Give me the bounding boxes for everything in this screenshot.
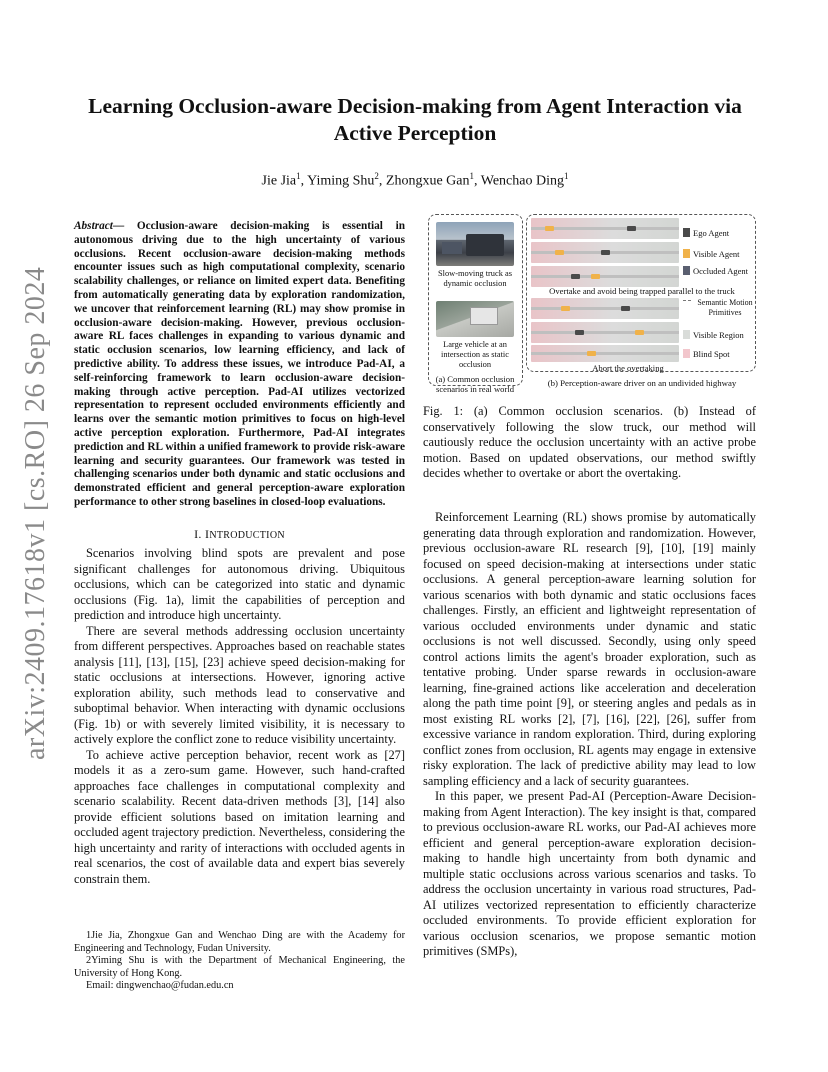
author-name: Wenchao Ding (480, 173, 564, 189)
legend-swatch-smp (683, 300, 691, 304)
figure-caption: Fig. 1: (a) Common occlusion scenarios. (b) Instead of conservatively following the slow truck, our method will cautiously reduce the occlusion uncertainty with an active probe motion. Based on updated observations, our method swiftly decides whether to overtake or abort the overtaking. (423, 404, 756, 480)
footnote: 2Yiming Shu is with the Department of Mechanical Engineering, the University of Hong Kong. (74, 955, 405, 979)
legend-occluded: Occluded Agent (693, 266, 748, 276)
label-abort: Abort the overtaking (592, 363, 664, 373)
truck-photo (436, 222, 514, 266)
footnote: 1Jie Jia, Zhongxue Gan and Wenchao Ding are with the Academy for Engineering and Technology, Fudan University. (74, 930, 405, 954)
legend-swatch-visible-region (683, 330, 690, 339)
paragraph: To achieve active perception behavior, recent work as [27] models it as a zero-sum game. However, such hand-crafted approaches face challenges in computational complexity and scenario scalability. Recent data-driven methods [3], [14] also provide efficient solutions based on imitation learning and occluded agent trajectory prediction. Nevertheless, considering the high uncertainty and rarity of interactions with occluded agents in real scenarios, the cost of available data and expert bias severely constrain them. (74, 747, 405, 886)
author-affiliation: 1 (469, 171, 474, 181)
paper-title: Learning Occlusion-aware Decision-making from Agent Interaction via Active Perception (88, 94, 742, 145)
legend-blind-spot: Blind Spot (693, 349, 730, 359)
author-name: Yiming Shu (307, 173, 375, 189)
legend-swatch-blind-spot (683, 349, 690, 358)
label-overtake: Overtake and avoid being trapped parallel to the truck (549, 286, 735, 296)
section-number: I. (194, 527, 202, 541)
abstract (74, 220, 405, 510)
scene-frame (531, 345, 679, 362)
intersection-photo (436, 301, 514, 337)
figure-1 (423, 212, 757, 398)
author-name: Jie Jia (261, 173, 297, 189)
author-affiliation: 1 (296, 171, 301, 181)
paragraph: Reinforcement Learning (RL) shows promise by automatically generating data through exploration and randomization. However, previous occlusion-aware RL research [9], [10], [19] mainly focused on speed decision-making at intersections under static occlusions. A general perception-aware learning solution for various scenarios with both dynamic and static occlusions faces challenges. Firstly, an efficient and lightweight representation of various occluded environments under dynamic and static occlusions is not well discussed. Secondly, using only speed control actions limits the agent's broader exploration, such as tentative probing. Under sparse rewards in occlusion-aware learning, fine-grained actions like acceleration and deceleration along the path time point [9], or steering angles and pedals as in most existing RL works [2], [7], [16], [22], [26], suffer from excessive variance in random exploration. Third, during exploring conflict zones from occlusion, RL agents may engage in extensive risky exploration. The lack of predictive ability may lead to low sampling efficiency and a lack of security guarantees. (423, 510, 756, 788)
paragraph: There are several methods addressing occlusion uncertainty from different perspectives. Approaches based on reachable states analysis [11], [13], [15], [23] achieve speed decision-making for static occlusions at intersections. However, ignoring active exploration ability, such methods lead to conservative and suboptimal behavior. When interacting with dynamic occlusions (Fig. 1b) or with severely limited visibility, it is necessary to actively explore the conflict zone to reduce visibility uncertainty. (74, 623, 405, 746)
section-title-initial: I (205, 527, 210, 541)
thumb-caption: Slow-moving truck as dynamic occlusion (438, 269, 512, 288)
section-title-rest: NTRODUCTION (209, 530, 285, 541)
legend-swatch-occluded (683, 266, 690, 275)
legend-visible-region: Visible Region (693, 330, 744, 340)
legend-swatch-visible (683, 249, 690, 258)
scene-frame (531, 298, 679, 319)
arxiv-stamp: arXiv:2409.17618v1 [cs.RO] 26 Sep 2024 (20, 266, 51, 760)
legend-ego: Ego Agent (693, 228, 730, 238)
abstract-label: Abstract (74, 220, 113, 232)
legend-visible: Visible Agent (693, 249, 740, 259)
scene-frame (531, 266, 679, 287)
author-affiliation: 2 (374, 171, 379, 181)
author-affiliation: 1 (563, 171, 569, 181)
author-name: Zhongxue Gan (385, 173, 470, 189)
scene-frame (531, 242, 679, 263)
subcaption-a: (a) Common occlusion scenarios in real world (435, 374, 515, 394)
section-heading (74, 527, 405, 542)
subcaption-b: (b) Perception-aware driver on an undivided highway (547, 378, 737, 388)
abstract-text: — Occlusion-aware decision-making is essential in autonomous driving due to the high uncertainty of various occlusions. Recent occlusion-aware decision-making methods encounter issues such as high computational complexity, scenario scalability challenges, or reliance on limited expert data. Benefiting from automatically generating data by exploration randomization, we uncover that reinforcement learning (RL) may show promise in occlusion-aware decision-making. However, previous occlusion-aware RL faces challenges in expanding to various dynamic and static occlusion scenarios, low learning efficiency, and lack of predictive ability. To address these issues, we introduce Pad-AI, a self-reinforcing framework to learn occlusion-aware decision-making through active perception. Pad-AI utilizes vectorized representation to represent occluded environments efficiently and learns over the semantic motion primitives to focus on high-level active perception exploration. Furthermore, Pad-AI integrates prediction and RL within a unified framework to provide risk-aware learning and security guarantees. Our framework was tested in challenging scenarios under both dynamic and static occlusions and demonstrated efficient and general perception-aware exploration performance to other strong baselines in closed-loop evaluations. (74, 220, 405, 508)
intro-left-column (74, 546, 405, 887)
legend-swatch-ego (683, 228, 690, 237)
legend-smp: Semantic Motion Primitives (697, 298, 753, 317)
author-list: Jie Jia$^1$, Yiming Shu$^2$, Zhongxue Gan$^1$, Wenchao Ding$^1$ (261, 171, 569, 189)
footnote-email: Email: dingwenchao@fudan.edu.cn (86, 980, 234, 992)
footnotes (74, 930, 405, 993)
paragraph: Scenarios involving blind spots are prevalent and pose significant challenges for autonomous driving. Ubiquitous occlusions, which can be categorized into static and dynamic occlusions (Fig. 1a), limit the capabilities of perception and prediction and introduce high uncertainty. (74, 546, 405, 622)
scene-frame (531, 322, 679, 343)
paragraph: In this paper, we present Pad-AI (Perception-Aware Decision-making from Agent Interaction). The key insight is that, compared to previous occlusion-aware RL works, our Pad-AI achieves more efficient and general perception-aware exploration decision-making to handle high uncertainty from both dynamic and multiple static occlusions across various scenarios and tasks. To address the occlusion uncertainty in various road structures, Pad-AI utilizes vectorized representation to efficiently characterize occluded environments. To provide efficient exploration for various occlusion scenarios, we propose semantic motion primitives (SMPs), (423, 789, 756, 958)
thumb-caption: Large vehicle at an intersection as static occlusion (441, 340, 509, 369)
intro-right-column (423, 510, 756, 960)
scene-frame (531, 218, 679, 239)
